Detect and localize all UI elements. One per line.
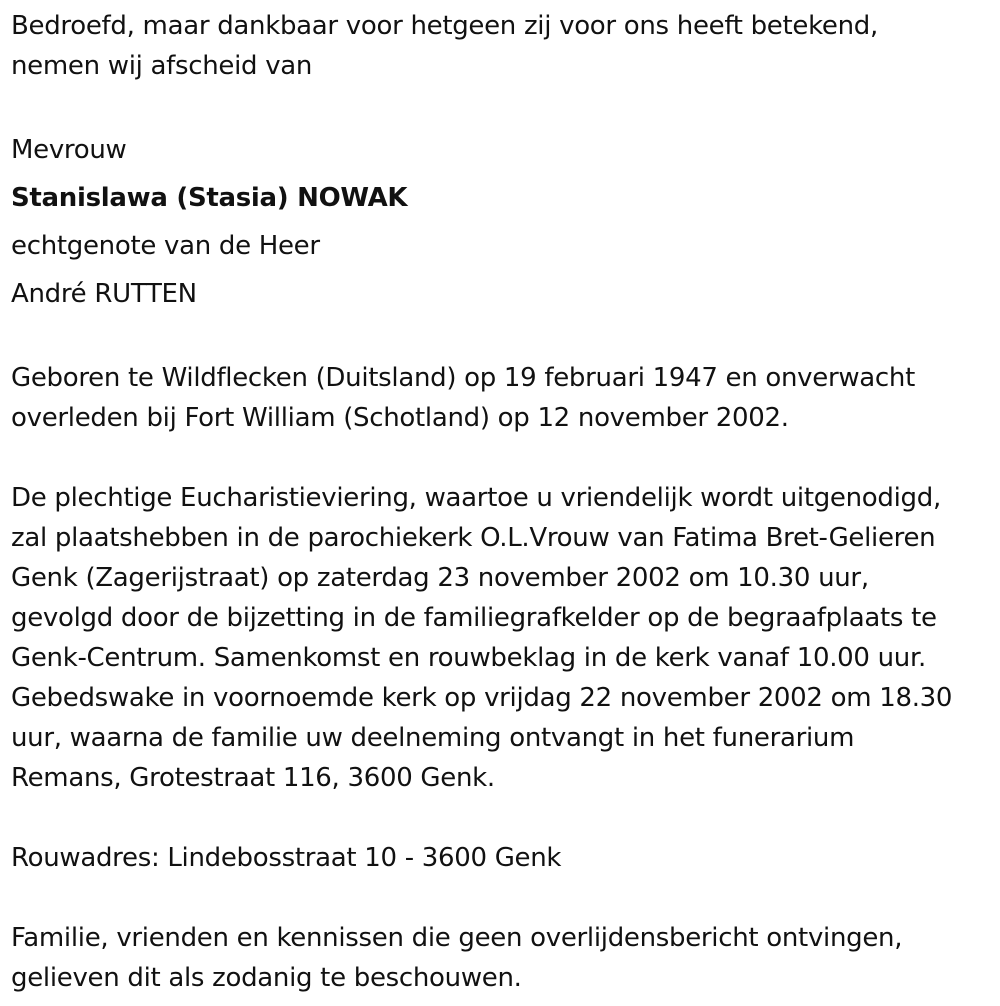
spacer [11,438,996,478]
spacer [11,86,996,126]
funeral-notice [11,0,996,998]
ceremony-line: uur, waarna de familie uw deelneming ontvangt in het funerarium [11,723,855,753]
ceremony-line: Remans, Grotestraat 116, 3600 Genk. [11,763,495,793]
spacer [11,798,996,838]
intro-paragraph [11,0,996,86]
birth-line: Geboren te Wildflecken (Duitsland) op 19 februari 1947 en onverwacht [11,363,915,393]
death-line: overleden bij Fort William (Schotland) op 12 november 2002. [11,403,789,433]
closing-line-2: gelieven dit als zodanig te beschouwen. [11,963,522,993]
spacer [11,318,996,358]
deceased-block [11,126,996,318]
deceased-name: Stanislawa (Stasia) NOWAK [11,183,408,213]
ceremony-line: Genk (Zagerijstraat) op zaterdag 23 november 2002 om 10.30 uur, [11,563,869,593]
ceremony-line: Gebedswake in voornoemde kerk op vrijdag 22 november 2002 om 18.30 [11,683,953,713]
spouse-name: André RUTTEN [11,279,197,309]
closing-line-1: Familie, vrienden en kennissen die geen overlijdensbericht ontvingen, [11,923,903,953]
intro-line-1: Bedroefd, maar dankbaar voor hetgeen zij voor ons heeft betekend, [11,11,878,41]
mourning-address: Rouwadres: Lindebosstraat 10 - 3600 Genk [11,843,562,873]
ceremony-line: Genk-Centrum. Samenkomst en rouwbeklag in de kerk vanaf 10.00 uur. [11,643,926,673]
ceremony-line: gevolgd door de bijzetting in de familiegrafkelder op de begraafplaats te [11,603,937,633]
intro-line-2: nemen wij afscheid van [11,51,313,81]
address-paragraph [11,838,996,878]
spacer [11,878,996,918]
closing-paragraph [11,918,996,998]
deceased-relation: echtgenote van de Heer [11,231,320,261]
birth-death-paragraph [11,358,996,438]
ceremony-line: zal plaatshebben in de parochiekerk O.L.Vrouw van Fatima Bret-Gelieren [11,523,936,553]
ceremony-paragraph [11,478,996,798]
deceased-title: Mevrouw [11,135,127,165]
ceremony-line: De plechtige Eucharistieviering, waartoe u vriendelijk wordt uitgenodigd, [11,483,941,513]
